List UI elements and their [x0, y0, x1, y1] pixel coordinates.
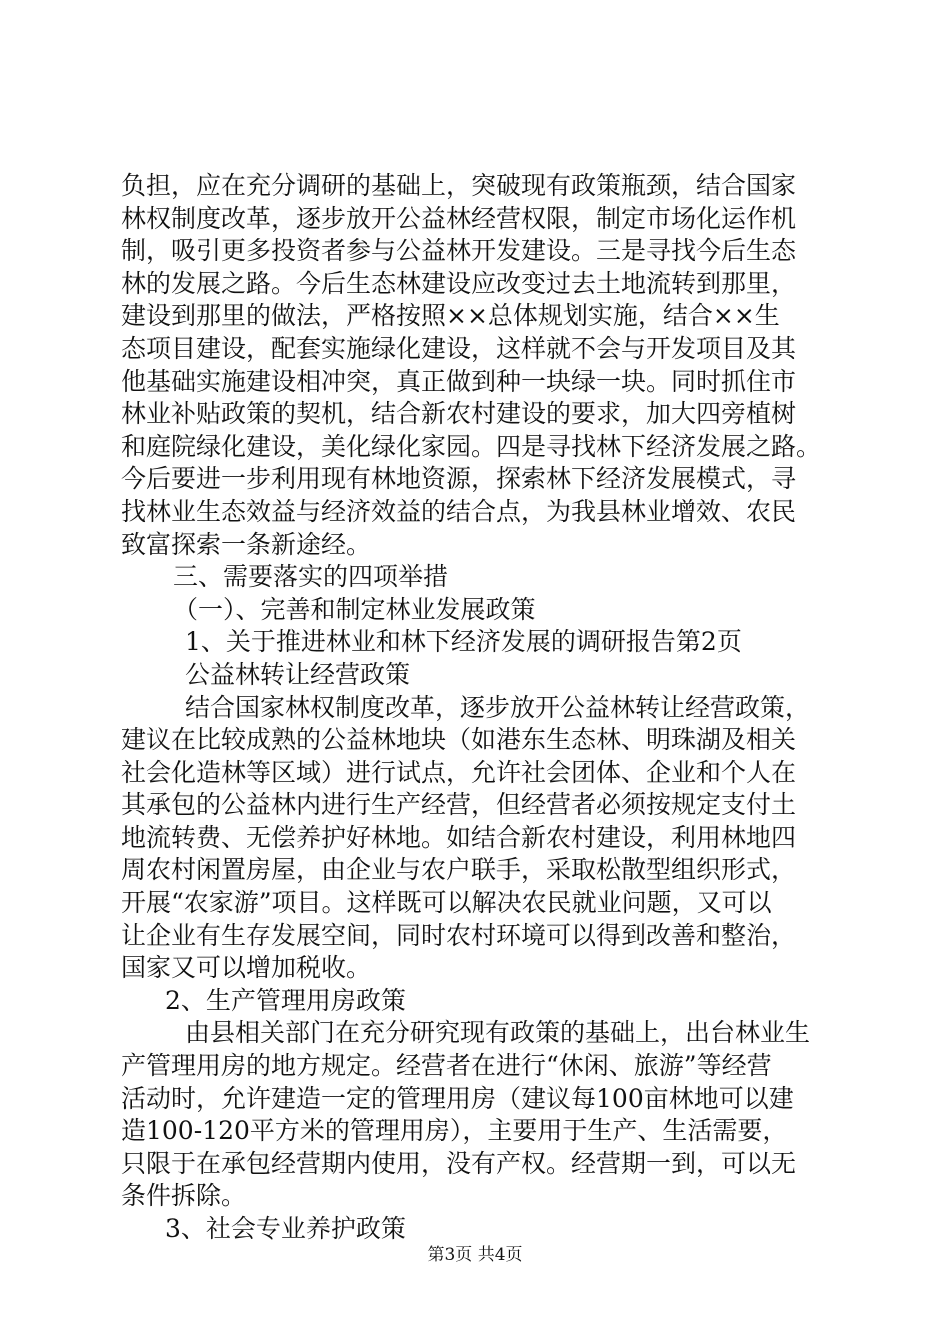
text-line: 1、关于推进林业和林下经济发展的调研报告第2页: [185, 627, 742, 657]
text-line: 由县相关部门在充分研究现有政策的基础上，出台林业生: [185, 1018, 811, 1048]
text-line: 活动时，允许建造一定的管理用房（建议每100亩林地可以建: [121, 1083, 794, 1113]
text-line: 建议在比较成熟的公益林地块（如港东生态林、明珠湖及相关: [121, 725, 797, 755]
text-line: 地流转费、无偿养护好林地。如结合新农村建设，利用林地四: [121, 822, 797, 852]
text-line: 让企业有生存发展空间，同时农村环境可以得到改善和整治，: [121, 920, 797, 950]
text-line: 他基础实施建设相冲突，真正做到种一块绿一块。同时抓住市: [121, 366, 797, 396]
text-line: 态项目建设，配套实施绿化建设，这样就不会与开发项目及其: [121, 333, 797, 363]
item-heading: 公益林转让经营政策: [185, 659, 411, 689]
text-line: 制，吸引更多投资者参与公益林开发建设。三是寻找今后生态: [121, 236, 797, 266]
document-body: [121, 170, 836, 1246]
text-line: 结合国家林权制度改革，逐步放开公益林转让经营政策，: [185, 692, 811, 722]
text-line: 林业补贴政策的契机，结合新农村建设的要求，加大四旁植树: [121, 399, 797, 429]
text-line: 周农村闲置房屋，由企业与农户联手，采取松散型组织形式，: [121, 855, 797, 885]
text-line: 产管理用房的地方规定。经营者在进行“休闲、旅游”等经营: [121, 1051, 772, 1081]
item-heading: 2、生产管理用房政策: [165, 985, 406, 1015]
text-line: 找林业生态效益与经济效益的结合点，为我县林业增效、农民: [121, 496, 797, 526]
text-line: 今后要进一步利用现有林地资源，探索林下经济发展模式，寻: [121, 464, 797, 494]
section-heading: 三、需要落实的四项举措: [173, 562, 449, 592]
page-number: 第3页 共4页: [427, 1245, 523, 1265]
text-line: 负担，应在充分调研的基础上，突破现有政策瓶颈，结合国家: [121, 171, 797, 200]
text-line: 国家又可以增加税收。: [121, 953, 372, 983]
text-line: 建设到那里的做法，严格按照××总体规划实施，结合××生: [121, 301, 780, 331]
item-heading: 3、社会专业养护政策: [165, 1214, 406, 1243]
text-line: 和庭院绿化建设，美化绿化家园。四是寻找林下经济发展之路。: [121, 431, 822, 461]
text-line: 林的发展之路。今后生态林建设应改变过去土地流转到那里，: [121, 268, 797, 298]
text-line: 只限于在承包经营期内使用，没有产权。经营期一到，可以无: [121, 1148, 797, 1178]
text-line: 造100-120平方米的管理用房），主要用于生产、生活需要，: [121, 1116, 788, 1146]
text-line: 条件拆除。: [121, 1181, 247, 1211]
text-line: 其承包的公益林内进行生产经营，但经营者必须按规定支付土: [121, 790, 797, 820]
text-line: 致富探索一条新途经。: [121, 529, 372, 559]
page-footer: [0, 1244, 950, 1266]
subsection-heading: （一）、完善和制定林业发展政策: [173, 594, 536, 624]
text-line: 林权制度改革，逐步放开公益林经营权限，制定市场化运作机: [121, 203, 797, 233]
text-line: 开展“农家游”项目。这样既可以解决农民就业问题，又可以: [121, 888, 772, 918]
text-line: 社会化造林等区域）进行试点，允许社会团体、企业和个人在: [121, 757, 797, 787]
